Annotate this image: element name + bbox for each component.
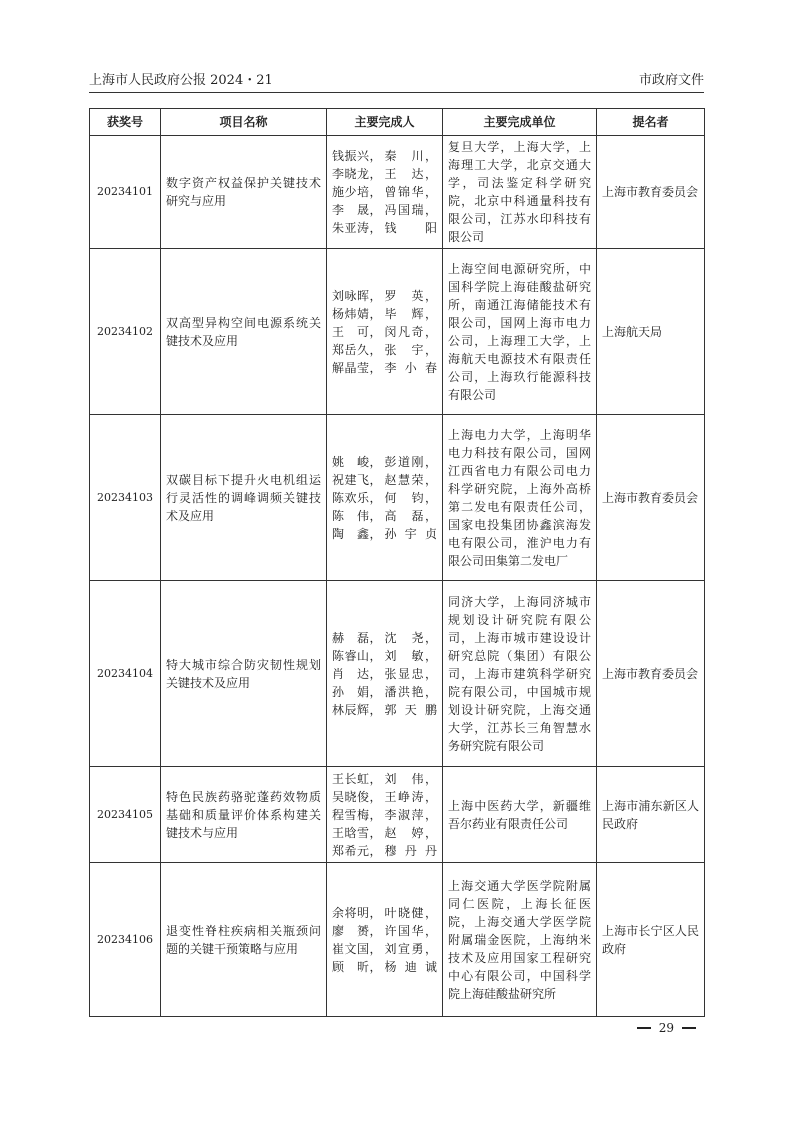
person-name: 曾锦华， [384,185,437,199]
column-header-nominator: 提名者 [597,109,705,136]
person-name: 赵 婷， [384,825,437,840]
person-name: 钱振兴， [332,149,382,163]
project-name-cell: 退变性脊柱疾病相关瓶颈问题的关键干预策略与应用 [161,863,327,1017]
table-header-row [90,109,705,136]
person-name: 姚 峻， [332,454,382,469]
person-name: 高 磊， [384,508,437,523]
person-name: 赵慧荣， [384,472,437,487]
units-cell: 同济大学，上海同济城市规划设计研究院有限公司，上海市城市建设设计研究总院（集团）有限公司，上海市建筑科学研究院有限公司，中国城市规划设计研究院，上海交通大学，江苏长三角智慧水务研究院有限公司 [443,581,597,767]
person-name: 穆丹丹 [384,843,437,858]
nominator-cell: 上海市教育委员会 [597,136,705,249]
award-id-cell: 20234106 [90,863,161,1017]
award-id-cell: 20234104 [90,581,161,767]
person-name: 彭道刚， [384,454,437,469]
person-name: 叶晓健， [384,905,437,920]
person-name: 林辰辉， [332,702,382,717]
header-rule [89,92,704,93]
person-name: 王 达， [384,167,437,181]
table-row [90,767,705,863]
page-header [89,66,704,88]
nominator-cell: 上海市长宁区人民政府 [597,863,705,1017]
nominator-cell: 上海航天局 [597,249,705,415]
person-name: 廖 赟， [332,923,382,938]
person-name: 孙 娟， [332,684,382,699]
section-title: 市政府文件 [638,73,704,88]
page-footer [629,1021,704,1035]
person-name: 陈睿山， [332,648,382,663]
person-name: 施少培， [332,185,382,199]
person-name: 李晓龙， [332,167,382,181]
page-number: 29 [658,1021,674,1035]
award-id-cell: 20234103 [90,415,161,581]
nominator-cell: 上海市教育委员会 [597,581,705,767]
person-name: 朱亚涛， [332,221,382,235]
people-list [332,629,437,719]
award-id-cell: 20234102 [90,249,161,415]
person-name: 陈欢乐， [332,490,382,505]
column-header-id: 获奖号 [90,109,161,136]
people-list [332,904,437,976]
column-header-project: 项目名称 [161,109,327,136]
person-name: 刘 敏， [384,648,437,663]
project-name-cell: 数字资产权益保护关键技术研究与应用 [161,136,327,249]
person-name: 钱 阳 [384,221,437,235]
person-name: 许国华， [384,923,437,938]
person-name: 郑希元， [332,843,382,858]
units-cell: 上海中医药大学，新疆维吾尔药业有限责任公司 [443,767,597,863]
footer-dash-left [637,1027,651,1029]
awards-table [89,108,705,1017]
person-name: 肖 达， [332,666,382,681]
person-name: 陶 鑫， [332,526,382,541]
people-cell [327,581,443,767]
units-cell: 复旦大学，上海大学，上海理工大学，北京交通大学，司法鉴定科学研究院，北京中科通量科技有限公司，江苏水印科技有限公司 [443,136,597,249]
person-name: 张显忠， [384,666,437,681]
person-name: 潘洪艳， [384,684,437,699]
person-name: 杨迪诚 [384,959,437,974]
table-row [90,249,705,415]
person-name: 顾 昕， [332,959,382,974]
person-name: 沈 尧， [384,630,437,645]
person-name: 郭天鹏 [384,702,437,717]
person-name: 程雪梅， [332,807,382,822]
table-row [90,863,705,1017]
person-name: 刘 伟， [384,771,437,786]
people-list [332,453,437,543]
person-name: 郑岳久， [332,342,382,357]
person-name: 王 可， [332,324,382,339]
project-name-cell: 双碳目标下提升火电机组运行灵活性的调峰调频关键技术及应用 [161,415,327,581]
column-header-units: 主要完成单位 [443,109,597,136]
person-name: 孙宇贞 [384,526,437,541]
person-name: 毕 辉， [384,306,437,321]
project-name-cell: 特色民族药骆驼蓬药效物质基础和质量评价体系构建关键技术与应用 [161,767,327,863]
table-row [90,415,705,581]
person-name: 解晶莹， [332,360,382,375]
person-name: 余将明， [332,905,382,920]
people-cell [327,767,443,863]
people-cell [327,863,443,1017]
person-name: 秦 川， [384,149,437,163]
person-name: 王长虹， [332,771,382,786]
people-cell [327,249,443,415]
units-cell: 上海交通大学医学院附属同仁医院，上海长征医院，上海交通大学医学院附属瑞金医院，上海纳米技术及应用国家工程研究中心有限公司，中国科学院上海硅酸盐研究所 [443,863,597,1017]
table-row [90,136,705,249]
nominator-cell: 上海市浦东新区人民政府 [597,767,705,863]
footer-dash-right [682,1027,696,1029]
person-name: 王峥涛， [384,789,437,804]
column-header-people: 主要完成人 [327,109,443,136]
person-name: 杨炜婧， [332,306,382,321]
nominator-cell: 上海市教育委员会 [597,415,705,581]
publication-title: 上海市人民政府公报 2024・21 [89,73,273,88]
award-id-cell: 20234101 [90,136,161,249]
table-row [90,581,705,767]
person-name: 刘咏晖， [332,288,382,303]
person-name: 冯国瑞， [384,203,437,217]
person-name: 刘宣勇， [384,941,437,956]
person-name: 何 钧， [384,490,437,505]
people-list [332,287,437,377]
person-name: 张 宇， [384,342,437,357]
people-list [332,770,437,860]
person-name: 祝建飞， [332,472,382,487]
people-cell [327,415,443,581]
person-name: 王晗雪， [332,825,382,840]
units-cell: 上海空间电源研究所，中国科学院上海硅酸盐研究所，南通江海储能技术有限公司，国网上海市电力公司，上海理工大学，上海航天电源技术有限责任公司，上海玖行能源科技有限公司 [443,249,597,415]
person-name: 罗 英， [384,288,437,303]
project-name-cell: 双高型异构空间电源系统关键技术及应用 [161,249,327,415]
person-name: 李小春 [384,360,437,375]
person-name: 陈 伟， [332,508,382,523]
person-name: 闵凡奇， [384,324,437,339]
award-id-cell: 20234105 [90,767,161,863]
person-name: 李淑萍， [384,807,437,822]
people-cell [327,136,443,249]
project-name-cell: 特大城市综合防灾韧性规划关键技术及应用 [161,581,327,767]
person-name: 赫 磊， [332,630,382,645]
people-list [332,147,437,237]
person-name: 李 晟， [332,203,382,217]
person-name: 吴晓俊， [332,789,382,804]
units-cell: 上海电力大学，上海明华电力科技有限公司，国网江西省电力有限公司电力科学研究院，上海外高桥第二发电有限责任公司，国家电投集团协鑫滨海发电有限公司，淮沪电力有限公司田集第二发电厂 [443,415,597,581]
person-name: 崔文国， [332,941,382,956]
